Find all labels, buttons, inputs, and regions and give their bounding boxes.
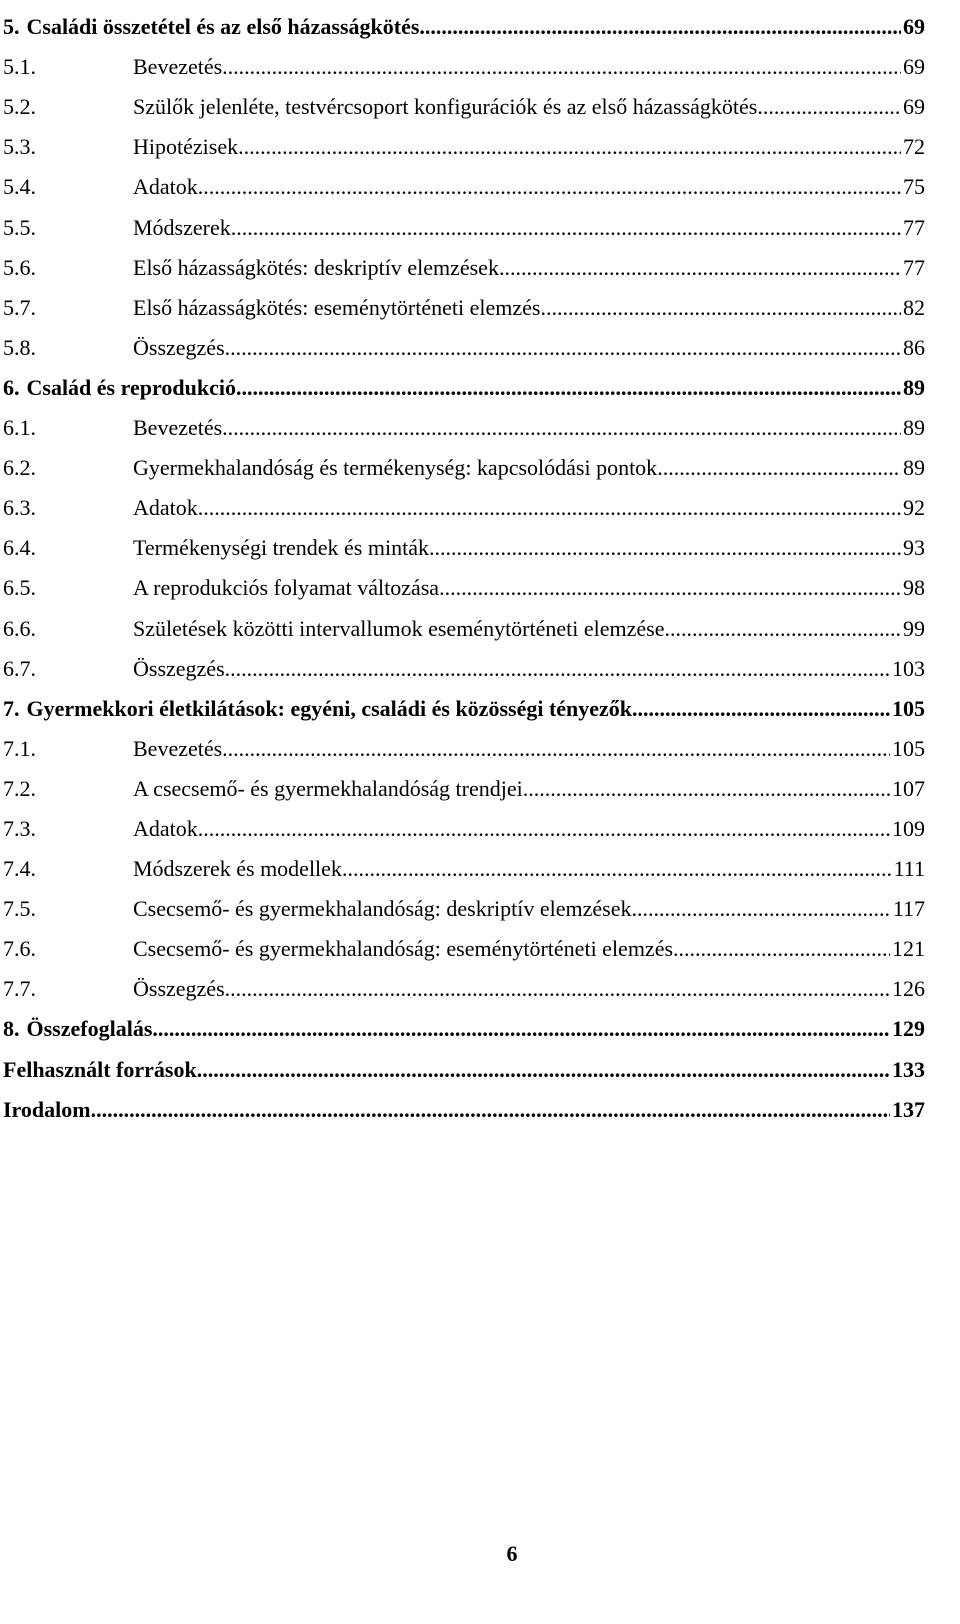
toc-entry-number: 5.6. [3,254,36,280]
toc-entry[interactable] [3,882,925,922]
toc-entry[interactable] [3,200,925,240]
toc-dot-leader [419,14,901,40]
toc-entry-number: 5.2. [3,94,36,120]
toc-entry-title: Gyermekkori életkilátások: egyéni, családi és közösségi tényezők [26,695,633,721]
toc-entry-page: 117 [892,896,925,922]
toc-dot-leader [238,134,901,160]
toc-dot-leader [632,896,891,922]
toc-entry-page: 111 [893,856,925,882]
toc-entry[interactable] [3,281,925,321]
toc-entry[interactable] [3,80,925,120]
toc-entry[interactable] [3,160,925,200]
toc-entry-number: 5.5. [3,214,36,240]
toc-entry[interactable] [3,842,925,882]
toc-entry-title: Bevezetés [133,735,223,761]
toc-entry-page: 103 [892,655,925,681]
toc-entry-number: 7.5. [3,896,36,922]
toc-entry-title: Születések közötti intervallumok eseménytörténeti elemzése [133,615,665,641]
toc-dot-leader [657,455,901,481]
toc-entry-title: Adatok [133,495,198,521]
toc-entry-number: 6.2. [3,455,36,481]
toc-dot-leader [197,1057,890,1083]
toc-entry-number: 7.4. [3,856,36,882]
toc-entry[interactable] [3,521,925,561]
toc-entry-title: Hipotézisek [133,134,239,160]
toc-entry-title: Bevezetés [133,54,223,80]
toc-entry[interactable] [3,321,925,361]
toc-dot-leader [342,856,892,882]
toc-entry[interactable] [3,0,925,40]
toc-entry-page: 89 [903,415,925,441]
toc-dot-leader [91,1097,890,1123]
toc-entry-title: Irodalom [3,1096,91,1122]
toc-entry-page: 99 [903,615,925,641]
toc-entry-page: 105 [892,735,925,761]
toc-entry-page: 77 [903,214,925,240]
toc-entry-title: Adatok [133,174,198,200]
toc-dot-leader [231,215,901,241]
toc-dot-leader [225,335,901,361]
toc-entry-number: 6.1. [3,415,36,441]
toc-entry-number: 5.1. [3,54,36,80]
toc-entry-page: 69 [903,54,925,80]
toc-dot-leader [152,1016,890,1042]
toc-entry[interactable] [3,962,925,1002]
toc-entry-title: Család és reprodukció [26,374,236,400]
toc-entry-title: Módszerek és modellek [133,856,342,882]
toc-entry-number: 6.4. [3,535,36,561]
toc-entry-page: 89 [903,374,925,400]
toc-entry-title: Első házasságkötés: deskriptív elemzések [133,254,499,280]
toc-dot-leader [757,94,901,120]
toc-entry-number: 6.7. [3,655,36,681]
toc-entry[interactable] [3,401,925,441]
toc-dot-leader [198,816,890,842]
toc-entry-number: 5. [3,14,20,40]
toc-entry-page: 93 [903,535,925,561]
toc-entry-page: 126 [892,976,925,1002]
toc-dot-leader [673,936,890,962]
toc-entry[interactable] [3,481,925,521]
toc-entry-title: Csecsemő- és gyermekhalandóság: deskriptív elemzések [133,896,632,922]
toc-entry-page: 77 [903,254,925,280]
toc-entry[interactable] [3,441,925,481]
toc-entry-title: Összegzés [133,976,225,1002]
toc-entry-title: Felhasznált források [3,1056,197,1082]
toc-entry[interactable] [3,1042,925,1082]
toc-entry-title: Termékenységi trendek és minták [133,535,429,561]
toc-entry-number: 6. [3,374,20,400]
toc-entry[interactable] [3,241,925,281]
toc-dot-leader [222,415,901,441]
toc-dot-leader [429,535,901,561]
page-number: 6 [506,1541,518,1566]
toc-entry[interactable] [3,361,925,401]
toc-entry-number: 6.3. [3,495,36,521]
toc-entry-page: 89 [903,455,925,481]
toc-entry-title: Csecsemő- és gyermekhalandóság: eseménytörténeti elemzés [133,936,674,962]
toc-dot-leader [439,575,901,601]
toc-entry-number: 5.8. [3,334,36,360]
toc-dot-leader [499,255,901,281]
toc-dot-leader [664,616,901,642]
toc-entry-page: 107 [892,775,925,801]
toc-entry-title: A reprodukciós folyamat változása [133,575,440,601]
toc-dot-leader [632,696,890,722]
toc-entry-page: 72 [903,134,925,160]
toc-dot-leader [198,174,901,200]
toc-entry-title: Szülők jelenléte, testvércsoport konfigurációk és az első házasságkötés [133,94,758,120]
toc-entry-number: 7.3. [3,815,36,841]
toc-entry-number: 7.1. [3,735,36,761]
toc-entry[interactable] [3,40,925,80]
toc-dot-leader [225,976,890,1002]
toc-dot-leader [236,375,901,401]
toc-dot-leader [540,295,901,321]
toc-entry-title: Összefoglalás [26,1016,153,1042]
toc-entry-page: 98 [903,575,925,601]
toc-entry-number: 7.2. [3,775,36,801]
toc-entry-number: 7. [3,695,20,721]
toc-entry-number: 7.6. [3,936,36,962]
toc-entry[interactable] [3,802,925,842]
toc-entry-title: A csecsemő- és gyermekhalandóság trendjei [133,775,523,801]
toc-dot-leader [198,495,901,521]
toc-entry-number: 6.5. [3,575,36,601]
toc-entry[interactable] [3,762,925,802]
toc-entry-title: Összegzés [133,334,225,360]
toc-entry-number: 8. [3,1016,20,1042]
toc-entry[interactable] [3,120,925,160]
toc-entry[interactable] [3,722,925,762]
toc-entry-page: 109 [892,815,925,841]
toc-entry-title: Első házasságkötés: eseménytörténeti elemzés [133,294,541,320]
toc-entry[interactable] [3,561,925,601]
toc-dot-leader [523,776,890,802]
toc-entry-number: 6.6. [3,615,36,641]
toc-entry[interactable] [3,1002,925,1042]
toc-entry-page: 82 [903,294,925,320]
toc-entry-page: 121 [892,936,925,962]
toc-entry-title: Családi összetétel és az első házasságkötés [26,14,420,40]
toc-entry-number: 5.7. [3,294,36,320]
toc-entry-page: 133 [892,1056,925,1082]
toc-entry[interactable] [3,642,925,682]
toc-dot-leader [222,54,901,80]
toc-entry-number: 7.7. [3,976,36,1002]
toc-entry-title: Bevezetés [133,415,223,441]
toc-entry-title: Módszerek [133,214,231,240]
toc-entry-page: 129 [892,1016,925,1042]
toc-entry-page: 75 [903,174,925,200]
table-of-contents [3,0,925,1123]
toc-dot-leader [225,656,890,682]
toc-entry[interactable] [3,1083,925,1123]
toc-entry[interactable] [3,682,925,722]
toc-entry-number: 5.4. [3,174,36,200]
toc-entry-page: 137 [892,1096,925,1122]
toc-entry-page: 92 [903,495,925,521]
toc-entry-title: Összegzés [133,655,225,681]
toc-entry-page: 69 [903,14,925,40]
toc-entry-page: 86 [903,334,925,360]
toc-entry-page: 105 [892,695,925,721]
toc-entry[interactable] [3,922,925,962]
toc-entry-page: 69 [903,94,925,120]
toc-entry-number: 5.3. [3,134,36,160]
toc-entry[interactable] [3,601,925,641]
toc-entry-title: Adatok [133,815,198,841]
toc-dot-leader [222,736,890,762]
toc-entry-title: Gyermekhalandóság és termékenység: kapcsolódási pontok [133,455,658,481]
